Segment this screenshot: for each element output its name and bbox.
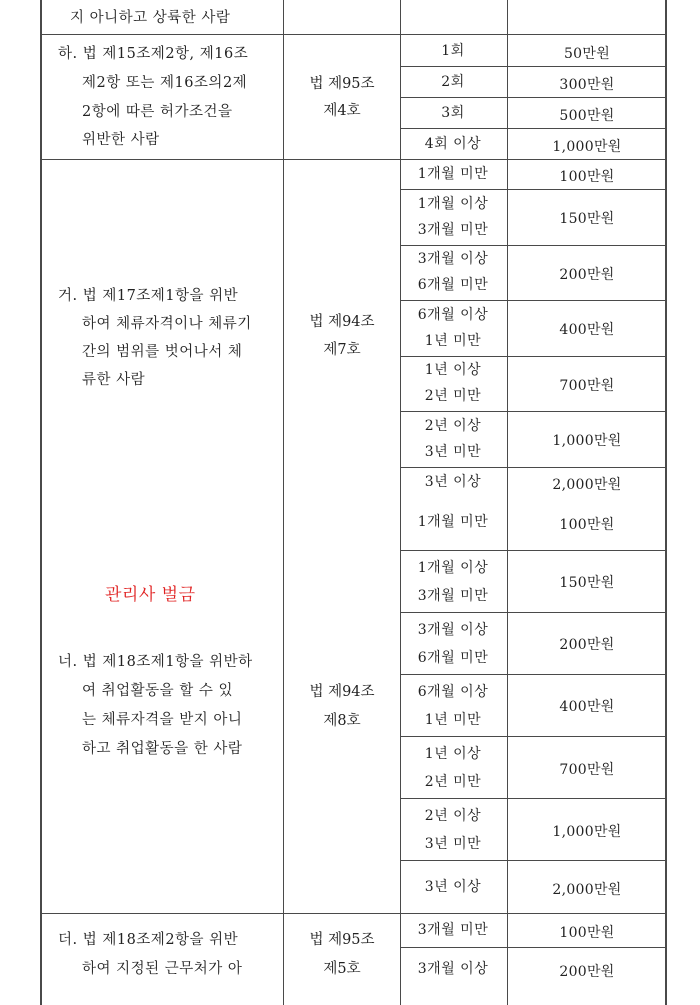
amount-cell: 2,000만원	[552, 477, 622, 493]
period-cell: 1개월 미만	[417, 166, 489, 182]
table-divider-v1	[283, 0, 284, 1005]
desc-line: 하고 취업활동을 한 사람	[82, 741, 243, 757]
period-cell: 3개월 미만	[417, 588, 489, 604]
amount-cell: 100만원	[559, 925, 615, 941]
amount-cell: 2,000만원	[552, 882, 622, 898]
law-line: 제8호	[323, 713, 361, 729]
period-cell: 3년 미만	[424, 836, 482, 852]
period-cell: 6개월 이상	[417, 684, 489, 700]
period-cell: 3개월 미만	[417, 922, 489, 938]
law-line: 제7호	[323, 342, 361, 358]
period-cell: 4회 이상	[424, 136, 482, 152]
period-cell: 2년 이상	[424, 418, 482, 434]
sub-row-separator	[400, 674, 666, 675]
table-divider-v2	[400, 0, 401, 1005]
sub-row-separator	[400, 947, 666, 948]
period-cell: 1년 미만	[424, 712, 482, 728]
period-cell: 6개월 미만	[417, 277, 489, 293]
row-separator	[40, 34, 666, 35]
desc-line: 하여 체류자격이나 체류기	[82, 316, 252, 332]
sub-row-separator	[400, 798, 666, 799]
amount-cell: 400만원	[559, 699, 615, 715]
period-cell: 1년 이상	[424, 746, 482, 762]
amount-cell: 200만원	[559, 267, 615, 283]
period-cell: 2년 미만	[424, 388, 482, 404]
amount-cell: 500만원	[559, 108, 615, 124]
period-cell: 3개월 이상	[417, 622, 489, 638]
desc-line: 위반한 사람	[82, 132, 160, 148]
amount-cell: 50만원	[563, 46, 611, 62]
row-separator	[40, 159, 666, 160]
amount-cell: 200만원	[559, 964, 615, 980]
sub-row-separator	[400, 860, 666, 861]
period-cell: 1회	[441, 43, 465, 59]
desc-line: 거. 법 제17조제1항을 위반	[58, 288, 239, 304]
desc-line: 는 체류자격을 받지 아니	[82, 712, 243, 728]
amount-cell: 150만원	[559, 211, 615, 227]
desc-line: 하. 법 제15조제2항, 제16조	[58, 46, 249, 62]
overlay-label: 관리사 벌금	[105, 585, 196, 605]
period-cell: 3년 이상	[424, 879, 482, 895]
amount-cell: 100만원	[559, 517, 615, 533]
period-cell: 1개월 이상	[417, 196, 489, 212]
desc-line: 너. 법 제18조제1항을 위반하	[58, 654, 253, 670]
sub-row-separator	[400, 550, 666, 551]
law-line: 법 제95조	[309, 932, 375, 948]
period-cell: 2회	[441, 74, 465, 90]
desc-line: 간의 범위를 벗어나서 체	[82, 344, 243, 360]
desc-line: 여 취업활동을 할 수 있	[82, 683, 233, 699]
sub-row-separator	[400, 736, 666, 737]
law-line: 법 제94조	[309, 684, 375, 700]
sub-row-separator	[400, 66, 666, 67]
amount-cell: 700만원	[559, 378, 615, 394]
amount-cell: 300만원	[559, 77, 615, 93]
law-line: 법 제94조	[309, 314, 375, 330]
period-cell: 3개월 이상	[417, 251, 489, 267]
period-cell: 3년 미만	[424, 444, 482, 460]
amount-cell: 200만원	[559, 637, 615, 653]
period-cell: 6개월 이상	[417, 307, 489, 323]
amount-cell: 100만원	[559, 169, 615, 185]
period-cell: 1개월 미만	[417, 514, 489, 530]
amount-cell: 1,000만원	[552, 824, 622, 840]
period-cell: 1개월 이상	[417, 560, 489, 576]
period-cell: 3개월 미만	[417, 222, 489, 238]
table-border-left	[40, 0, 42, 1005]
amount-cell: 1,000만원	[552, 139, 622, 155]
desc-line: 제2항 또는 제16조의2제	[82, 75, 248, 91]
desc-line: 류한 사람	[82, 372, 146, 388]
period-cell: 1년 미만	[424, 333, 482, 349]
period-cell: 6개월 미만	[417, 650, 489, 666]
row-separator	[40, 913, 666, 914]
law-line: 제5호	[323, 961, 361, 977]
law-line: 법 제95조	[309, 76, 375, 92]
period-cell: 3년 이상	[424, 474, 482, 490]
amount-cell: 150만원	[559, 575, 615, 591]
period-cell: 3개월 이상	[417, 961, 489, 977]
law-line: 제4호	[323, 103, 361, 119]
amount-cell: 700만원	[559, 762, 615, 778]
row-cont-desc: 지 아니하고 상륙한 사람	[70, 10, 231, 26]
period-cell: 2년 이상	[424, 808, 482, 824]
amount-cell: 400만원	[559, 322, 615, 338]
desc-line: 2항에 따른 허가조건을	[82, 104, 233, 120]
sub-row-separator	[400, 612, 666, 613]
period-cell: 3회	[441, 105, 465, 121]
sub-row-separator	[400, 97, 666, 98]
amount-cell: 1,000만원	[552, 433, 622, 449]
desc-line: 하여 지정된 근무처가 아	[82, 961, 243, 977]
desc-line: 더. 법 제18조제2항을 위반	[58, 932, 239, 948]
period-cell: 2년 미만	[424, 774, 482, 790]
period-cell: 1년 이상	[424, 362, 482, 378]
sub-row-separator	[400, 128, 666, 129]
